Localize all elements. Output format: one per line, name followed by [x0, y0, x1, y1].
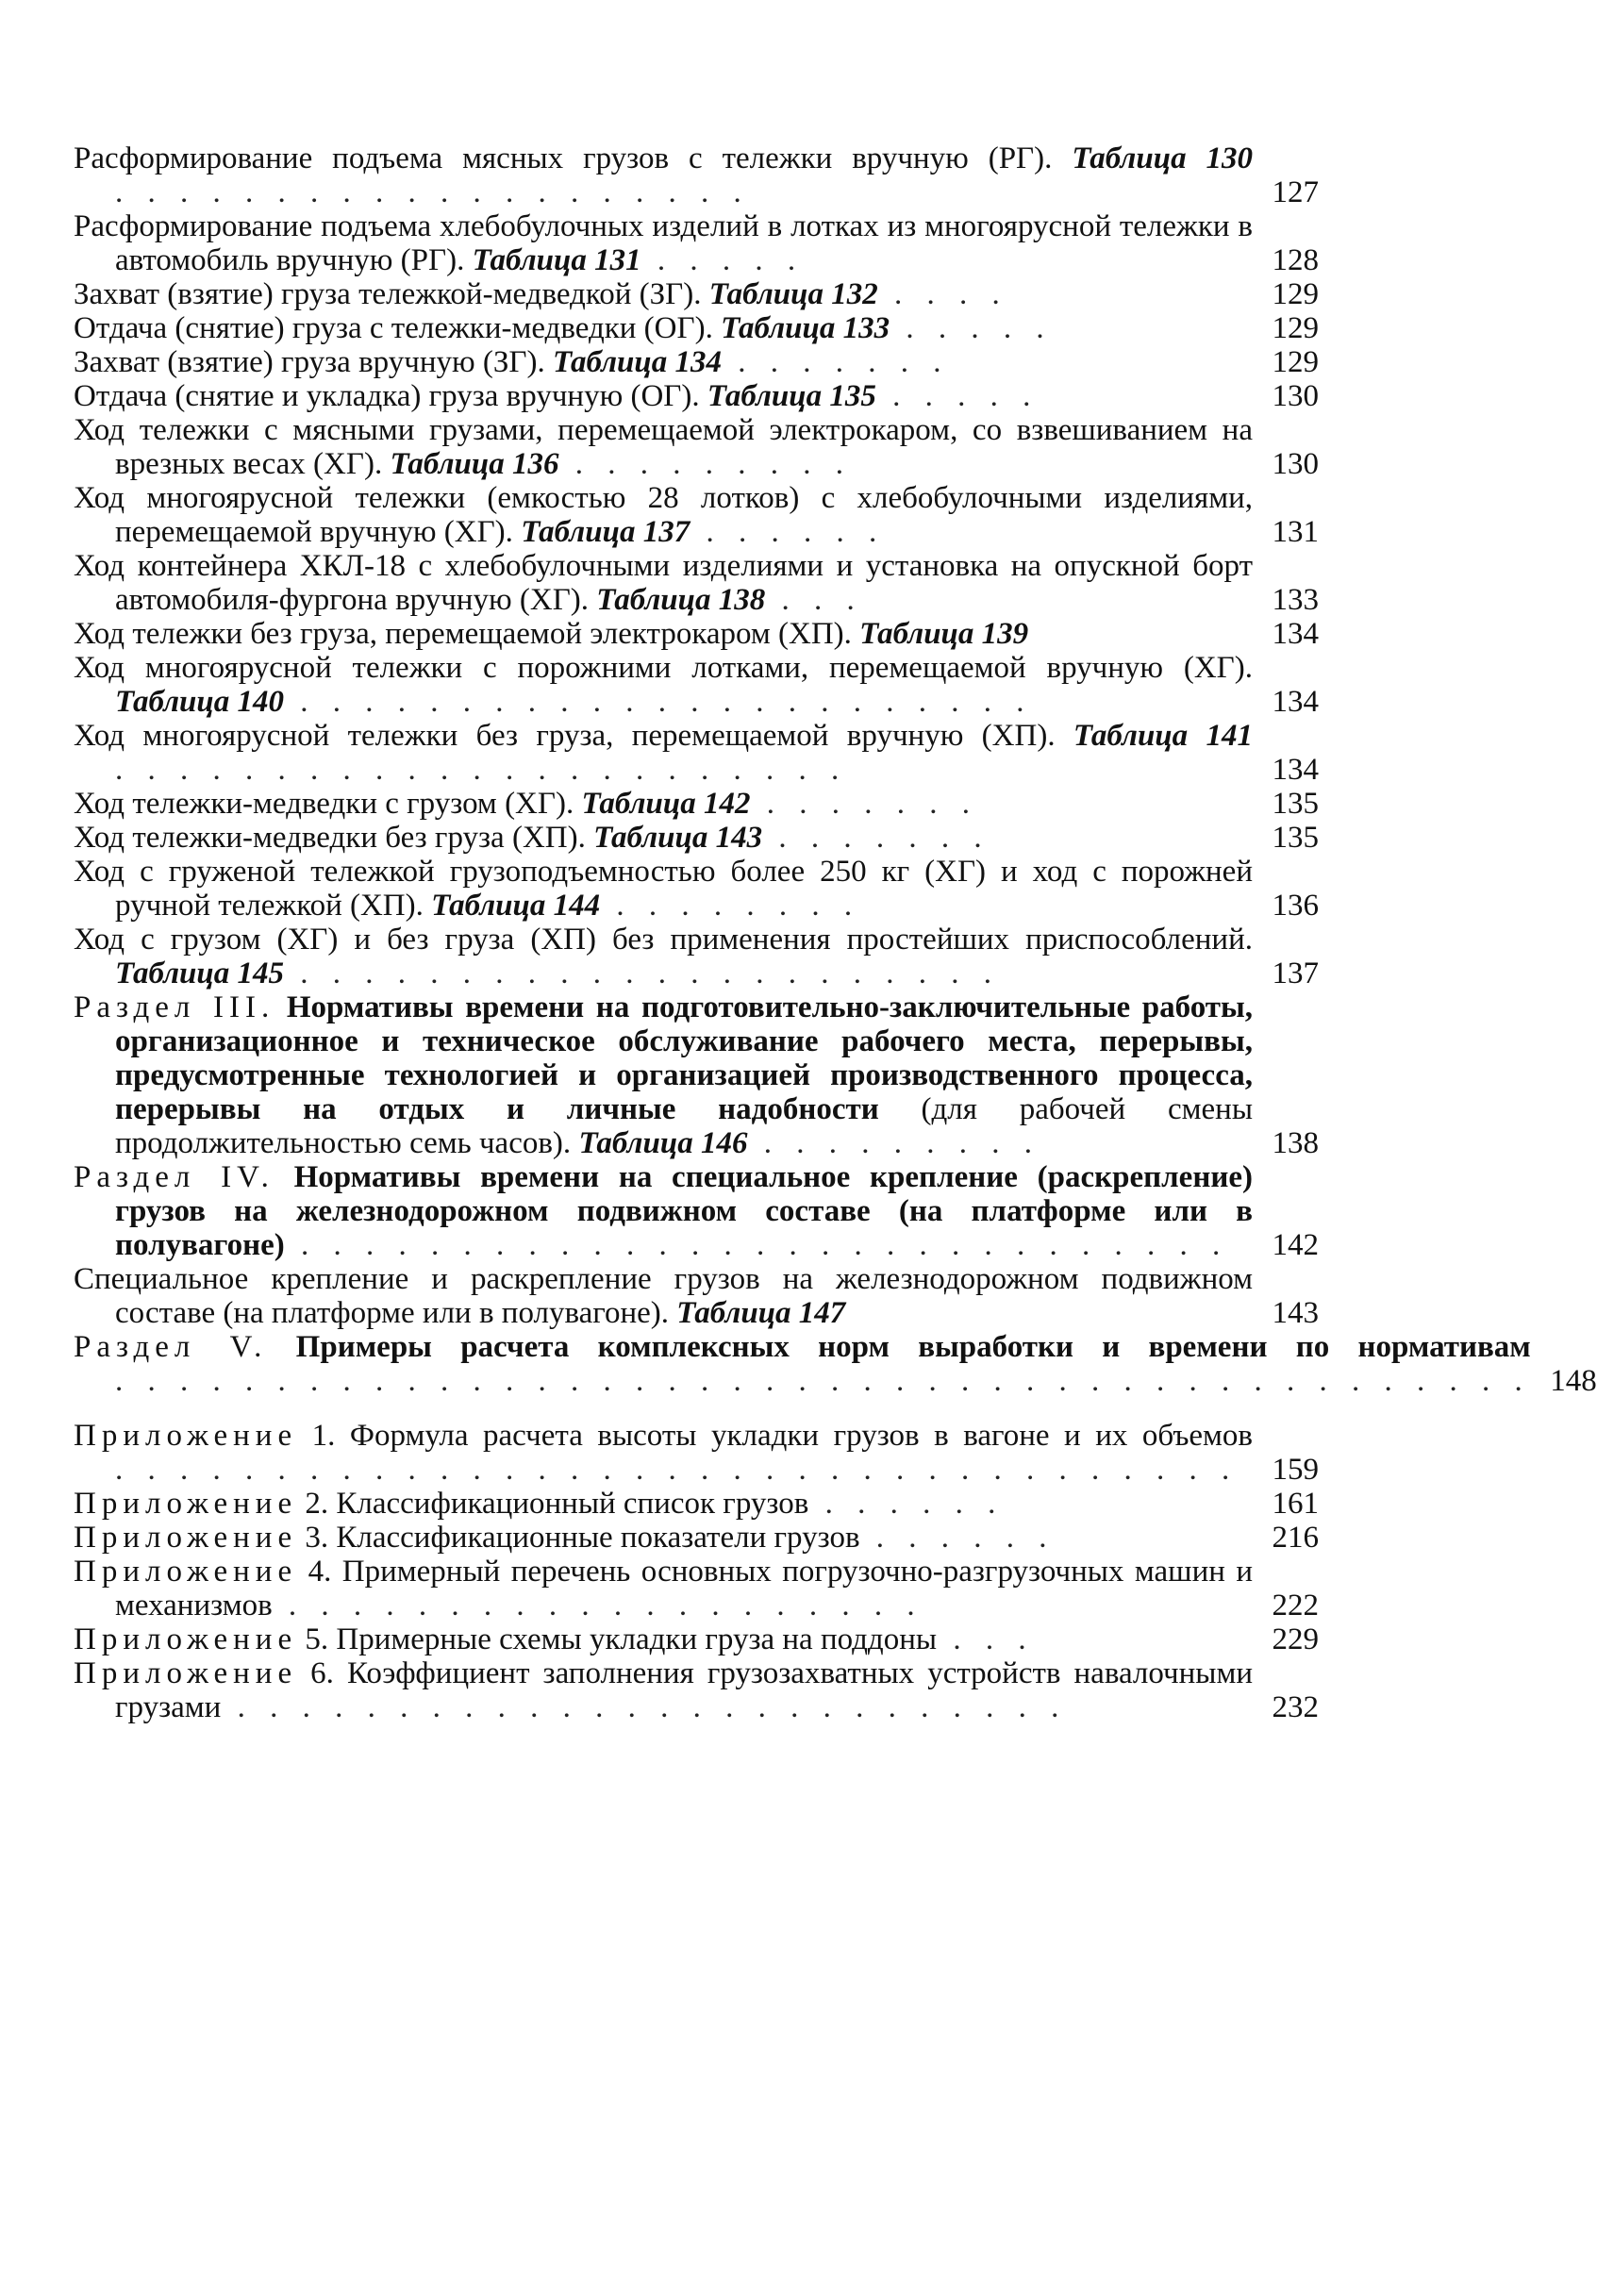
entry-text: Ход тележки с мясными грузами, перемещаемой электрокаром, со взвешиванием на врезных весах (ХГ). — [74, 413, 1253, 481]
appendix-label: Приложение — [74, 1521, 298, 1555]
entry-text: Специальное крепление и раскрепление грузов на железнодорожном подвижном составе (на платформе или в полувагоне). — [74, 1262, 1253, 1330]
toc-entry — [74, 617, 1319, 651]
page-number: 229 — [1272, 1622, 1319, 1656]
page-number: 216 — [1272, 1521, 1319, 1555]
toc-entry — [74, 209, 1319, 277]
leader-dots: . . . . . . . . . . . . . . . . . . . . . . . — [115, 753, 848, 787]
table-ref: Таблица 137 — [521, 515, 690, 549]
table-ref: Таблица 134 — [552, 345, 722, 379]
table-ref: Таблица 142 — [581, 787, 751, 821]
leader-dots: . . . . . . . . . . . . . . . . . . . . — [115, 175, 750, 209]
table-ref: Таблица 130 — [1072, 141, 1253, 175]
page-number: 143 — [1272, 1296, 1319, 1330]
table-ref: Таблица 139 — [859, 617, 1029, 651]
toc-section — [74, 990, 1319, 1160]
entry-text: Ход контейнера ХКЛ-18 с хлебобулочными изделиями и установка на опускной борт автомобиля-фургона вручную (ХГ). — [74, 549, 1253, 617]
leader-dots: . . . . . . . . . . . . . . . . . . . . . . — [284, 957, 1001, 990]
appendix-number: 2. — [305, 1487, 329, 1521]
page-number: 135 — [1272, 821, 1319, 855]
toc-appendix — [74, 1656, 1319, 1724]
table-ref: Таблица 136 — [390, 447, 559, 481]
section-text: (для рабочей смены продолжительностью семь часов). — [115, 1092, 1253, 1160]
section-title: Нормативы времени на специальное крепление (раскрепление) грузов на железнодорожном подвижном составе (на платформе или в полувагоне) — [115, 1160, 1253, 1262]
entry-text: Ход с груженой тележкой грузоподъемностью более 250 кг (ХГ) и ход с порожней ручной тележкой (ХП). — [74, 855, 1253, 923]
leader-dots: . . . . . — [890, 311, 1053, 345]
appendix-title: Коэффициент заполнения грузозахватных устройств навалочными грузами — [115, 1656, 1253, 1724]
leader-dots: . . . . . . — [859, 1521, 1056, 1555]
leader-dots: . . . . . . . . . — [558, 447, 852, 481]
appendix-title: Классификационный список грузов — [336, 1487, 809, 1521]
entry-text: Ход тележки без груза, перемещаемой электрокаром (ХП). — [74, 617, 852, 651]
section-label: Раздел V. — [74, 1330, 268, 1364]
toc-entry — [74, 141, 1319, 209]
table-of-contents — [74, 141, 1597, 1724]
leader-dots: . . . . . . — [808, 1487, 1005, 1521]
toc-entry — [74, 719, 1319, 787]
appendix-title: Примерный перечень основных погрузочно-разгрузочных машин и механизмов — [115, 1555, 1254, 1622]
entry-text: Захват (взятие) груза вручную (ЗГ). — [74, 345, 545, 379]
entry-text: Захват (взятие) груза тележкой-медведкой (ЗГ). — [74, 277, 702, 311]
table-ref: Таблица 145 — [115, 957, 285, 990]
table-ref: Таблица 133 — [721, 311, 890, 345]
entry-text: Ход тележки-медведки с грузом (ХГ). — [74, 787, 574, 821]
toc-appendix — [74, 1555, 1319, 1622]
page-number: 130 — [1272, 379, 1319, 413]
page-number: 129 — [1272, 277, 1319, 311]
toc-appendix — [74, 1622, 1319, 1656]
page-number: 129 — [1272, 345, 1319, 379]
leader-dots: . . . . . . — [690, 515, 886, 549]
toc-entry — [74, 549, 1319, 617]
leader-dots: . . . . . — [875, 379, 1040, 413]
toc-appendix — [74, 1419, 1319, 1487]
toc-entry — [74, 651, 1319, 719]
page-number: 127 — [1272, 175, 1319, 209]
table-ref: Таблица 144 — [431, 889, 601, 923]
appendix-label: Приложение — [74, 1555, 298, 1589]
page-number: 128 — [1272, 243, 1319, 277]
leader-dots: . . . . — [877, 277, 1008, 311]
leader-dots: . . . . . . . — [722, 345, 950, 379]
toc-entry — [74, 821, 1319, 855]
page-number: 129 — [1272, 311, 1319, 345]
leader-dots: . . . . . . . . . . . . . . . . . . . . — [272, 1589, 923, 1622]
leader-dots: . . . — [937, 1622, 1035, 1656]
table-ref: Таблица 132 — [708, 277, 878, 311]
leader-dots: . . . . . . . — [762, 821, 990, 855]
page-number: 142 — [1272, 1228, 1319, 1262]
table-ref: Таблица 147 — [676, 1296, 846, 1330]
leader-dots: . . . — [765, 583, 863, 617]
entry-text: Ход многоярусной тележки без груза, перемещаемой вручную (ХП). — [74, 719, 1056, 753]
page-number: 136 — [1272, 889, 1319, 923]
toc-section — [74, 1330, 1597, 1398]
section-title: Нормативы времени на подготовительно-заключительные работы, организационное и техническое обслуживание рабочего места, перерывы, предусмотренные технологией и организацией производственного процесса, перерывы на отдых и личные надобности — [115, 990, 1254, 1126]
page-number: 159 — [1272, 1453, 1319, 1487]
entry-text: Ход многоярусной тележки (емкостью 28 лотков) с хлебобулочными изделиями, перемещаемой вручную (ХГ). — [74, 481, 1253, 549]
toc-entry — [74, 345, 1319, 379]
appendix-title: Формула расчета высоты укладки грузов в вагоне и их объемов — [349, 1419, 1254, 1453]
entry-text: Отдача (снятие) груза с тележки-медведки (ОГ). — [74, 311, 713, 345]
spacer — [74, 1398, 1319, 1419]
toc-entry — [74, 855, 1319, 923]
toc-entry — [74, 277, 1319, 311]
appendix-title: Примерные схемы укладки груза на поддоны — [336, 1622, 938, 1656]
toc-appendix — [74, 1521, 1319, 1555]
toc-entry — [74, 379, 1319, 413]
leader-dots: . . . . . . . . . . . . . . . . . . . . . . . . . . . . . . . . . . . — [115, 1453, 1239, 1487]
entry-text: Ход многоярусной тележки с порожними лотками, перемещаемой вручную (ХГ). — [74, 651, 1253, 685]
leader-dots: . . . . . . . . — [600, 889, 861, 923]
page-number: 134 — [1272, 685, 1319, 719]
appendix-number: 5. — [305, 1622, 329, 1656]
page-number: 232 — [1272, 1690, 1319, 1724]
appendix-label: Приложение — [74, 1419, 298, 1453]
appendix-number: 1. — [311, 1419, 336, 1453]
appendix-label: Приложение — [74, 1487, 298, 1521]
table-ref: Таблица 131 — [472, 243, 641, 277]
table-ref: Таблица 143 — [593, 821, 763, 855]
toc-entry — [74, 481, 1319, 549]
page-number: 137 — [1272, 957, 1319, 990]
leader-dots: . . . . . — [640, 243, 805, 277]
page-number: 161 — [1272, 1487, 1319, 1521]
leader-dots: . . . . . . . . . . . . . . . . . . . . . . . . . . . . . . . . . . . . . . . . . . . . — [115, 1364, 1531, 1398]
table-ref: Таблица 140 — [115, 685, 285, 719]
toc-entry — [74, 787, 1319, 821]
toc-entry — [74, 311, 1319, 345]
page-number: 131 — [1272, 515, 1319, 549]
appendix-number: 4. — [308, 1555, 332, 1589]
leader-dots: . . . . . . . — [750, 787, 978, 821]
page-number: 130 — [1272, 447, 1319, 481]
toc-entry — [74, 1262, 1319, 1330]
page-number: 134 — [1272, 617, 1319, 651]
table-ref: Таблица 146 — [578, 1126, 748, 1160]
table-ref: Таблица 141 — [1073, 719, 1254, 753]
appendix-label: Приложение — [74, 1622, 298, 1656]
entry-text: Расформирование подъема хлебобулочных изделий в лотках из многоярусной тележки в автомобиль вручную (РГ). — [74, 209, 1253, 277]
page-number: 138 — [1272, 1126, 1319, 1160]
toc-appendix — [74, 1487, 1319, 1521]
entry-text: Ход тележки-медведки без груза (ХП). — [74, 821, 586, 855]
entry-text: Расформирование подъема мясных грузов с тележки вручную (РГ). — [74, 141, 1053, 175]
section-label: Раздел III. — [74, 990, 275, 1024]
entry-text: Отдача (снятие и укладка) груза вручную (ОГ). — [74, 379, 700, 413]
toc-entry — [74, 923, 1319, 990]
toc-section — [74, 1160, 1319, 1262]
entry-text: Ход с грузом (ХГ) и без груза (ХП) без применения простейших приспособлений. — [74, 923, 1253, 957]
leader-dots: . . . . . . . . . — [747, 1126, 1040, 1160]
page-number: 222 — [1272, 1589, 1319, 1622]
section-title: Примеры расчета комплексных норм выработки и времени по нормативам — [295, 1330, 1531, 1364]
section-label: Раздел IV. — [74, 1160, 274, 1194]
appendix-number: 3. — [305, 1521, 329, 1555]
leader-dots: . . . . . . . . . . . . . . . . . . . . . . . . . . . . . — [284, 1228, 1229, 1262]
page-number: 134 — [1272, 753, 1319, 787]
leader-dots: . . . . . . . . . . . . . . . . . . . . . . . — [284, 685, 1033, 719]
toc-entry — [74, 413, 1319, 481]
appendix-title: Классификационные показатели грузов — [336, 1521, 860, 1555]
appendix-label: Приложение — [74, 1656, 298, 1690]
page-number: 135 — [1272, 787, 1319, 821]
table-ref: Таблица 138 — [596, 583, 766, 617]
page-number: 133 — [1272, 583, 1319, 617]
page-number: 148 — [1550, 1364, 1597, 1398]
table-ref: Таблица 135 — [707, 379, 876, 413]
leader-dots: . . . . . . . . . . . . . . . . . . . . . . . . . . — [221, 1690, 1068, 1724]
appendix-number: 6. — [310, 1656, 334, 1690]
